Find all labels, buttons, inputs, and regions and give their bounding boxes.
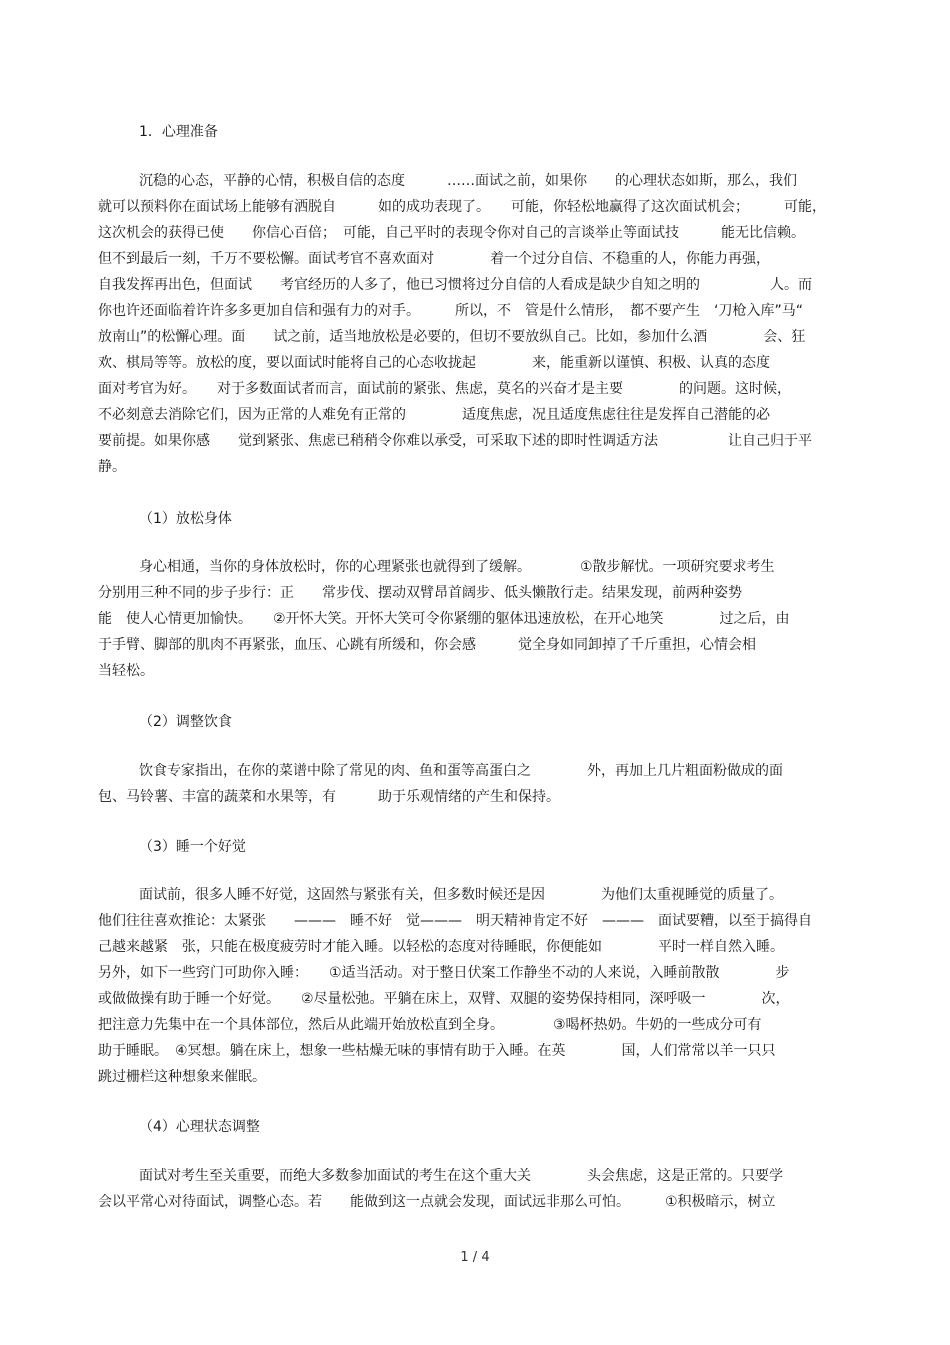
- paragraph-line: 包、马铃薯、丰富的蔬菜和水果等，有 助于乐观情绪的产生和保持。: [98, 789, 560, 805]
- paragraph-line: 把注意力先集中在一个具体部位，然后从此端开始放松直到全身。 ③喝杯热奶。牛奶的一些成分可有: [98, 1017, 762, 1033]
- paragraph-line: 静。: [98, 459, 126, 475]
- paragraph-line: 能 使人心情更加愉快。 ②开怀大笑。开怀大笑可令你紧绷的躯体迅速放松，在开心地笑 过之后，由: [98, 611, 790, 627]
- paragraph-line: 这次机会的获得已使 你信心百倍； 可能，自己平时的表现令你对自己的言谈举止等面试技 能无比信赖。: [98, 225, 805, 241]
- paragraph-line: 于手臂、脚部的肌肉不再紧张，血压、心跳有所缓和，你会感 觉全身如同卸掉了千斤重担，心情会相: [98, 637, 756, 653]
- paragraph-line: 面试前，很多人睡不好觉，这固然与紧张有关，但多数时候还是因 为他们太重视睡觉的质量了。: [139, 887, 783, 903]
- paragraph-line: 面对考官为好。 对于多数面试者而言，面试前的紧张、焦虑，莫名的兴奋才是主要 的问题。这时候，: [98, 381, 791, 397]
- paragraph-line: 面试对考生至关重要，而绝大多数参加面试的考生在这个重大关 头会焦虑，这是正常的。只要学: [139, 1168, 783, 1184]
- paragraph-line: 欢、棋局等等。放松的度，要以面试时能将自己的心态收拢起 来，能重新以谨慎、积极、认真的态度: [98, 355, 770, 371]
- section-heading: （2）调整饮食: [139, 714, 232, 730]
- paragraph-line: 分别用三种不同的步子步行：正 常步伐、摆动双臂昂首阔步、低头懒散行走。结果发现，前两种姿势: [98, 585, 742, 601]
- paragraph-line: 当轻松。: [98, 663, 154, 679]
- paragraph-line: 己越来越紧 张，只能在极度疲劳时才能入睡。以轻松的态度对待睡眠，你便能如 平时一样自然入睡。: [98, 939, 784, 955]
- paragraph-line: 身心相通，当你的身体放松时，你的心理紧张也就得到了缓解。 ①散步解忧。一项研究要求考生: [139, 559, 775, 575]
- paragraph-line: 自我发挥再出色，但面试 考官经历的人多了，他已习惯将过分自信的人看成是缺少自知之明的 人。而: [98, 277, 812, 293]
- paragraph-line: 饮食专家指出，在你的菜谱中除了常见的肉、鱼和蛋等高蛋白之 外，再加上几片粗面粉做成的面: [139, 763, 783, 779]
- paragraph-line: 就可以预料你在面试场上能够有洒脱自 如的成功表现了。 可能，你轻松地赢得了这次面试机会； 可能，: [98, 199, 826, 215]
- paragraph-line: 助于睡眠。 ④冥想。躺在床上，想象一些枯燥无味的事情有助于入睡。在英 国，人们常常以羊一只只: [98, 1043, 776, 1059]
- section-heading: （3）睡一个好觉: [139, 839, 246, 855]
- paragraph-line: 放南山”的松懈心理。面 试之前，适当地放松是必要的，但切不要放纵自己。比如，参加什么酒 会、狂: [98, 329, 806, 345]
- paragraph-line: 跳过栅栏这种想象来催眠。: [98, 1069, 266, 1085]
- paragraph-line: 但不到最后一刻，千万不要松懈。面试考官不喜欢面对 着一个过分自信、不稳重的人，你能力再强，: [98, 251, 770, 267]
- paragraph-line: 沉稳的心态，平静的心情，积极自信的态度 ……面试之前，如果你 的心理状态如斯，那么，我们: [139, 173, 797, 189]
- section-heading: （4）心理状态调整: [139, 1119, 260, 1135]
- paragraph-line: 要前提。如果你感 觉到紧张、焦虑已稍稍令你难以承受，可采取下述的即时性调适方法 让自己归于平: [98, 433, 812, 449]
- section-heading: （1）放松身体: [139, 511, 232, 527]
- paragraph-line: 不必刻意去消除它们，因为正常的人难免有正常的 适度焦虑，况且适度焦虑往往是发挥自己潜能的必: [98, 407, 770, 423]
- paragraph-line: 或做做操有助于睡一个好觉。 ②尽量松弛。平躺在床上，双臂、双腿的姿势保持相同，深呼吸一 次，: [98, 991, 790, 1007]
- section-heading: 1．心理准备: [139, 124, 218, 140]
- paragraph-line: 会以平常心对待面试，调整心态。若 能做到这一点就会发现，面试远非那么可怕。 ①积极暗示，树立: [98, 1194, 776, 1210]
- paragraph-line: 你也许还面临着许许多多更加自信和强有力的对手。 所以，不 管是什么情形， 都不要产生 ‘刀枪入库”马“: [98, 303, 803, 319]
- page-number: 1 / 4: [460, 1250, 490, 1265]
- paragraph-line: 另外，如下一些窍门可助你入睡： ①适当活动。对于整日伏案工作静坐不动的人来说，入睡前散散 步: [98, 965, 790, 981]
- paragraph-line: 他们往往喜欢推论：太紧张 ——— 睡不好 觉——— 明天精神肯定不好 ——— 面试要糟，以至于搞得自: [98, 913, 812, 929]
